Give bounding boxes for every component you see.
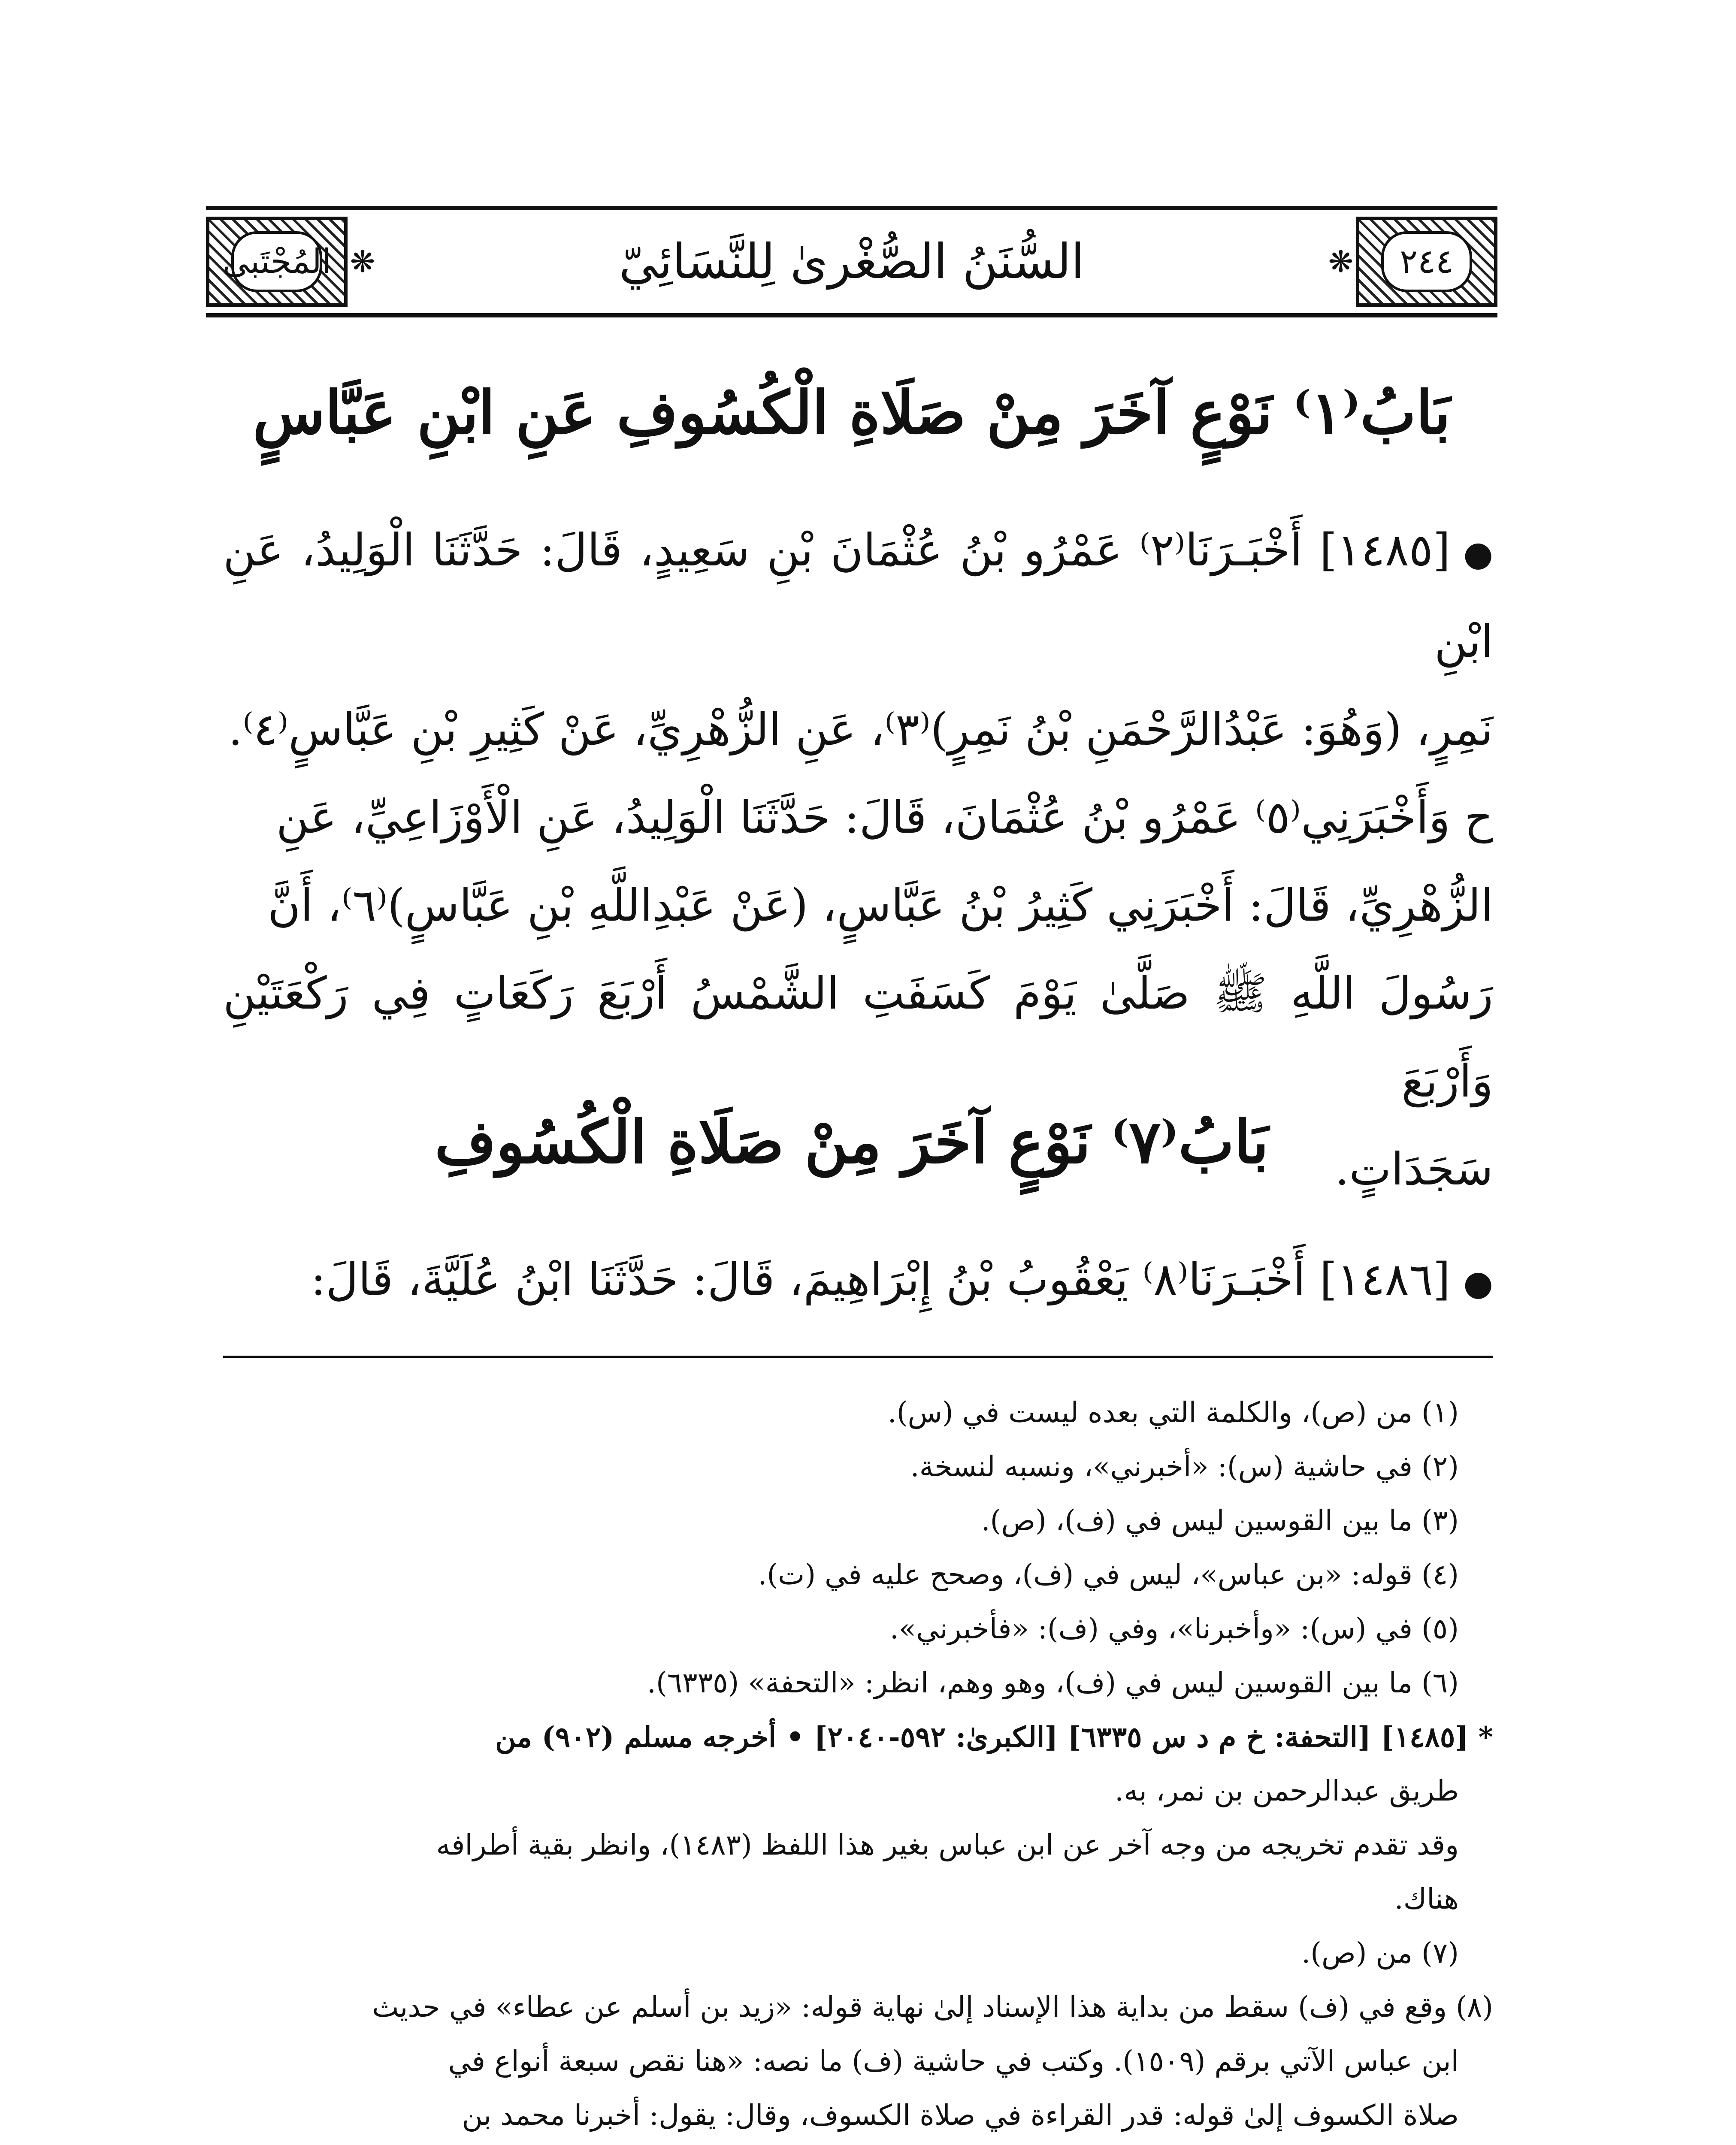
chapter-title: بَابُ⁽١⁾ نَوْعٍ آخَرَ مِنْ صَلَاةِ الْكُسُوفِ عَنِ ابْنِ عَبَّاسٍ bbox=[253, 378, 1451, 447]
left-emblem bbox=[206, 217, 348, 307]
hadith-line: رَسُولَ اللَّهِ ﷺ صَلَّىٰ يَوْمَ كَسَفَتِ الشَّمْسُ أَرْبَعَ رَكَعَاتٍ فِي رَكْعَتَيْنِ وَأَرْبَعَ bbox=[223, 967, 1493, 1108]
book-title: السُّنَنُ الصُّغْرىٰ لِلنَّسَائِيّ bbox=[619, 234, 1085, 290]
takhrij-note: * [١٤٨٥] [التحفة: خ م د س ٦٣٣٥] [الكبرىٰ: ٥٩٢-٢٠٤٠] • أخرجه مسلم (٩٠٢) من bbox=[495, 1720, 1493, 1754]
footnote: (٦) ما بين القوسين ليس في (ف)، وهو وهم، انظر: «التحفة» (٦٣٣٥). bbox=[647, 1666, 1459, 1699]
chapter-title: بَابُ⁽٧⁾ نَوْعٍ آخَرَ مِنْ صَلَاةِ الْكُسُوفِ bbox=[435, 1107, 1269, 1177]
footnote: (٤) قوله: «بن عباس»، ليس في (ف)، وصحح عليه في (ت). bbox=[758, 1558, 1459, 1591]
footnote: ابن عباس الآتي برقم (١٥٠٩). وكتب في حاشية (ف) ما نصه: «هنا نقص سبعة أنواع في bbox=[448, 2045, 1459, 2078]
emblem-text: المُجْتَبىٰ bbox=[231, 231, 322, 292]
footnote: (٧) من (ص). bbox=[1301, 1937, 1459, 1970]
footnotes bbox=[223, 1386, 1493, 2145]
hadith-line: نَمِرٍ، (وَهُوَ: عَبْدُالرَّحْمَنِ بْنُ نَمِرٍ)⁽٣⁾، عَنِ الزُّهْرِيِّ، عَنْ كَثِيرِ بْنِ عَبَّاسٍ⁽٤⁾. bbox=[228, 703, 1493, 756]
footnote: صلاة الكسوف إلىٰ قوله: قدر القراءة في صلاة الكسوف، وقال: يقول: أخبرنا محمد بن bbox=[462, 2099, 1459, 2132]
takhrij-note: طريق عبدالرحمن بن نمر، به. bbox=[1115, 1774, 1459, 1807]
footnote-divider bbox=[223, 1356, 1493, 1358]
right-emblem bbox=[1356, 217, 1497, 307]
footnote: (٢) في حاشية (س): «أخبرني»، ونسبه لنسخة. bbox=[910, 1450, 1459, 1483]
hadith-line: ●[١٤٨٦] أَخْبَـرَنَا⁽٨⁾ يَعْقُوبُ بْنُ إِبْرَاهِيمَ، قَالَ: حَدَّثَنَا ابْنُ عُلَيَّةَ، قَالَ: bbox=[223, 1236, 1493, 1327]
bullet-icon: ● bbox=[1463, 534, 1493, 574]
bullet-icon: ● bbox=[1463, 1263, 1493, 1303]
footnote: (٨) وقع في (ف) سقط من بداية هذا الإسناد إلىٰ نهاية قوله: «زيد بن أسلم عن عطاء» في حديث bbox=[372, 1991, 1493, 2024]
footnote bbox=[223, 2142, 1493, 2145]
hadith-text bbox=[223, 1236, 1493, 1327]
footnote: (١) من (ص)، والكلمة التي بعده ليست في (س). bbox=[887, 1396, 1459, 1429]
footnote: (٣) ما بين القوسين ليس في (ف)، (ص). bbox=[981, 1504, 1459, 1537]
hadith-line: سَجَدَاتٍ. bbox=[1335, 1143, 1493, 1196]
takhrij-note: وقد تقدم تخريجه من وجه آخر عن ابن عباس بغير هذا اللفظ (١٤٨٣)، وانظر بقية أطرافه bbox=[436, 1828, 1459, 1861]
star-ornament-icon: ❋ bbox=[1328, 244, 1354, 279]
footnote: (٥) في (س): «وأخبرنا»، وفي (ف): «فأخبرني». bbox=[889, 1612, 1459, 1645]
page-number: ٢٤٤ bbox=[1381, 231, 1472, 292]
hadith-line: الزُّهْرِيِّ، قَالَ: أَخْبَرَنِي كَثِيرُ بْنُ عَبَّاسٍ، (عَنْ عَبْدِاللَّهِ بْنِ عَبَّاسٍ)⁽٦⁾، أَنَّ bbox=[268, 879, 1493, 932]
page-header bbox=[206, 206, 1497, 317]
hadith-line: ح وَأَخْبَرَنِي⁽٥⁾ عَمْرُو بْنُ عُثْمَانَ، قَالَ: حَدَّثَنَا الْوَلِيدُ، عَنِ الْأَوْزَاعِيِّ، عَنِ bbox=[276, 791, 1493, 844]
takhrij-note: هناك. bbox=[1394, 1882, 1459, 1915]
hadith-line: ●[١٤٨٥] أَخْبَـرَنَا⁽٢⁾ عَمْرُو بْنُ عُثْمَانَ بْنِ سَعِيدٍ، قَالَ: حَدَّثَنَا الْوَلِيدُ، عَنِ ابْنِ bbox=[223, 506, 1493, 686]
star-ornament-icon: ❋ bbox=[350, 244, 375, 279]
